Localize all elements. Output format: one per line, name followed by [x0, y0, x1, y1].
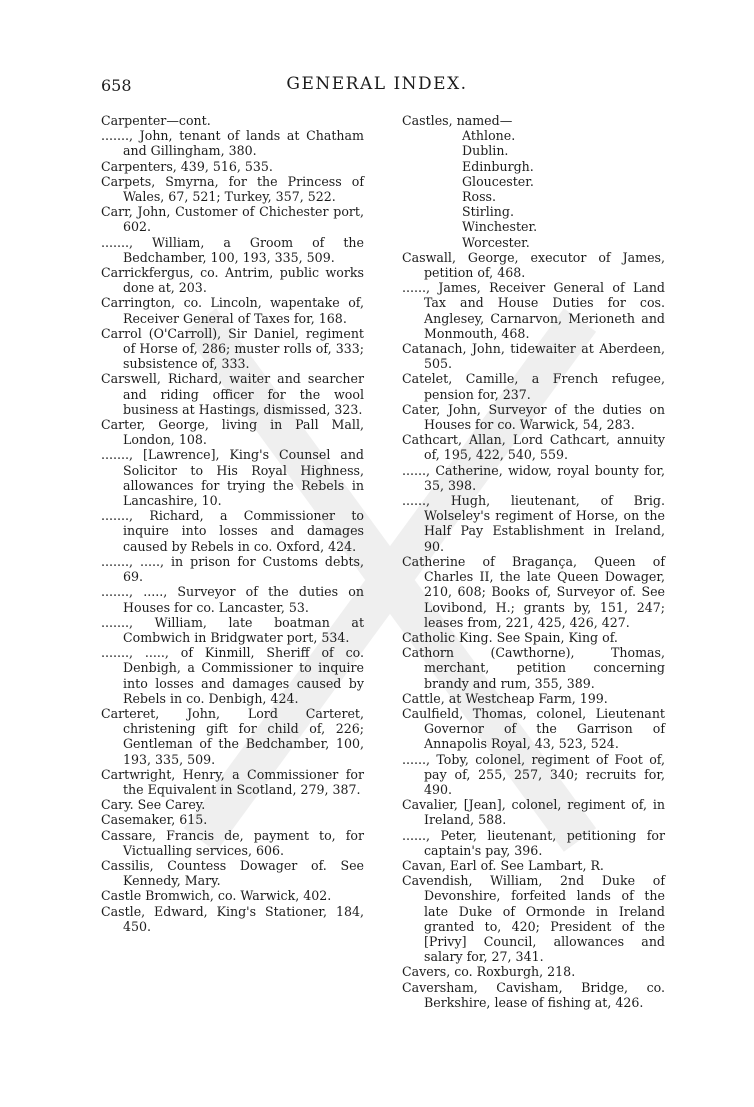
- castle-item: Ross.: [462, 189, 496, 205]
- index-entry: Carpets, Smyrna, for the Princess of Wales, 67, 521; Turkey, 357, 522.: [101, 173, 364, 205]
- index-entry: Cary. See Carey.: [101, 797, 206, 813]
- index-entry: Cassilis, Countess Dowager of. See Kennedy, Mary.: [101, 857, 364, 889]
- castle-item: Edinburgh.: [462, 158, 534, 174]
- index-entry: ......., Richard, a Commissioner to inquire into losses and damages caused by Rebels in co. Oxford, 424.: [101, 508, 364, 554]
- index-entry: Caversham, Cavisham, Bridge, co. Berkshire, lease of fishing at, 426.: [402, 979, 665, 1010]
- index-entry: Cassare, Francis de, payment to, for Victualling services, 606.: [101, 827, 364, 858]
- castle-item: Stirling.: [462, 204, 514, 220]
- index-entry: Catelet, Camille, a French refugee, pension for, 237.: [402, 371, 665, 402]
- index-entry: Carpenter—cont.: [101, 113, 211, 128]
- index-entry: Cattle, at Westcheap Farm, 199.: [402, 690, 608, 706]
- index-entry: Caulfield, Thomas, colonel, Lieutenant Governor of the Garrison of Annapolis Royal, 43, 523, 524.: [402, 705, 665, 752]
- index-entry: ......., John, tenant of lands at Chatham and Gillingham, 380.: [101, 128, 364, 159]
- index-entry: Catholic King. See Spain, King of.: [402, 629, 618, 645]
- index-entry: Carter, George, living in Pall Mall, London, 108.: [101, 417, 364, 448]
- index-entry: Cathcart, Allan, Lord Cathcart, annuity of, 195, 422, 540, 559.: [402, 432, 665, 463]
- index-entries-right: [402, 250, 665, 1010]
- index-entry: ......, James, Receiver General of Land Tax and House Duties for cos. Anglesey, Carnarvon, Merioneth and Monmouth, 468.: [402, 280, 665, 341]
- index-entry: Casemaker, 615.: [101, 812, 208, 828]
- castles-list: [402, 128, 665, 250]
- index-entry: Carrol (O'Carroll), Sir Daniel, regiment of Horse of, 286; muster rolls of, 333; subsistence of, 333.: [101, 325, 364, 372]
- index-entry: Catanach, John, tidewaiter at Aberdeen, 505.: [402, 341, 665, 372]
- castle-item: Dublin.: [462, 143, 509, 159]
- index-entry: ......., ....., Surveyor of the duties on Houses for co. Lancaster, 53.: [101, 584, 364, 615]
- page-title: GENERAL INDEX.: [286, 74, 468, 94]
- index-entry: ......, Catherine, widow, royal bounty for, 35, 398.: [402, 462, 665, 493]
- index-entry: Carswell, Richard, waiter and searcher and riding officer for the wool business at Hastings, dismissed, 323.: [101, 371, 364, 417]
- page-header: [0, 74, 754, 98]
- index-entry: Castle, Edward, King's Stationer, 184, 450.: [101, 903, 364, 934]
- index-entry: Carpenters, 439, 516, 535.: [101, 158, 273, 174]
- index-entry: ......., [Lawrence], King's Counsel and Solicitor to His Royal Highness, allowances for trying the Rebels in Lancashire, 10.: [101, 447, 364, 509]
- index-entry-heading: Castles, named—: [402, 113, 513, 128]
- castle-item: Athlone.: [462, 128, 516, 144]
- index-entry: ......., William, a Groom of the Bedchamber, 100, 193, 335, 509.: [101, 234, 364, 265]
- index-entry: Castle Bromwich, co. Warwick, 402.: [101, 888, 332, 904]
- index-entry: Carrington, co. Lincoln, wapentake of, Receiver General of Taxes for, 168.: [101, 295, 364, 326]
- index-entry: Cavers, co. Roxburgh, 218.: [402, 964, 576, 980]
- castle-item: Winchester.: [462, 219, 538, 235]
- index-entry: Catherine of Bragança, Queen of Charles II, the late Queen Dowager, 210, 608; Books of, Surveyor of. See Lovibond, H.; grants by, 151, 247; leases from, 221, 425, 426, 427.: [402, 553, 665, 630]
- index-entry: Carr, John, Customer of Chichester port, 602.: [101, 204, 364, 235]
- index-entry: ......, Peter, lieutenant, petitioning for captain's pay, 396.: [402, 827, 665, 858]
- index-entry: Carrickfergus, co. Antrim, public works done at, 203.: [101, 265, 364, 296]
- index-entry: ......, Hugh, lieutenant, of Brig. Wolseley's regiment of Horse, on the Half Pay Establishment in Ireland, 90.: [402, 493, 665, 554]
- index-entry: Cathorn (Cawthorne), Thomas, merchant, petition concerning brandy and rum, 355, 389.: [402, 645, 665, 691]
- index-entry: ......., ....., in prison for Customs debts, 69.: [101, 553, 364, 585]
- castle-item: Worcester.: [462, 234, 530, 250]
- index-column-left: [101, 113, 364, 934]
- index-entry: Cavalier, [Jean], colonel, regiment of, in Ireland, 588.: [402, 797, 665, 828]
- index-entry: Cater, John, Surveyor of the duties on Houses for co. Warwick, 54, 283.: [402, 401, 665, 433]
- index-entry: Cartwright, Henry, a Commissioner for the Equivalent in Scotland, 279, 387.: [101, 766, 364, 797]
- index-entry: ......., William, late boatman at Combwich in Bridgwater port, 534.: [101, 614, 364, 645]
- index-entry: Caswall, George, executor of James, petition of, 468.: [402, 249, 665, 281]
- index-entry: ......, Toby, colonel, regiment of Foot of, pay of, 255, 257, 340; recruits for, 490.: [402, 751, 665, 797]
- castles-entry: [402, 113, 665, 250]
- index-entry: Carteret, John, Lord Carteret, christening gift for child of, 226; Gentleman of the Bedchamber, 100, 193, 335, 509.: [101, 705, 364, 767]
- page-number: 658: [101, 76, 132, 95]
- castle-item: Gloucester.: [462, 173, 534, 189]
- index-entry: Cavendish, William, 2nd Duke of Devonshire, forfeited lands of the late Duke of Ormonde in Ireland granted to, 420; President of the [Privy] Council, allowances and salary for, 27, 341.: [402, 873, 665, 965]
- index-entry: Cavan, Earl of. See Lambart, R.: [402, 857, 604, 873]
- index-entry: ......., ....., of Kinmill, Sheriff of co. Denbigh, a Commissioner to inquire into losses and damages caused by Rebels in co. Denbigh, 424.: [101, 645, 364, 706]
- index-column-right: [402, 113, 665, 1010]
